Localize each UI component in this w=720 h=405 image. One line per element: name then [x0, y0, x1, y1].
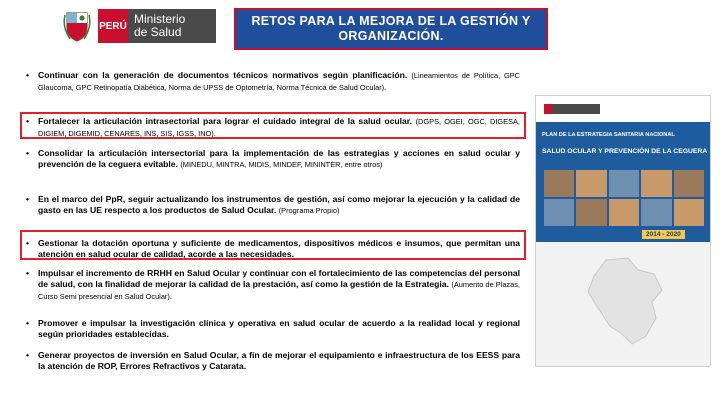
ministerio-logo: [62, 6, 218, 46]
bullet-main: Impulsar el incremento de RRHH en Salud Ocular y continuar con el fortalecimiento de las competencias del personal de salud, con la finalidad de mejorar la calidad de la prestación, así como la gestión de la Estrategia.: [38, 268, 520, 289]
bullet-symbol: •: [26, 148, 30, 158]
bullet-main: Generar proyectos de inversión en Salud Ocular, a fin de mejorar el equipamiento e infraestructura de los EESS para la atención de ROP, Errores Refractivos y Catarata.: [38, 350, 520, 371]
bullet-main: Continuar con la generación de documentos técnicos normativos según planificación.: [38, 70, 408, 80]
peru-map-icon: [576, 256, 672, 348]
bullet-main: Gestionar la dotación oportuna y suficiente de medicamentos, dispositivos médicos e insumos, que permitan una atención en salud ocular de calidad, acorde a las necesidades.: [38, 238, 520, 259]
bullet-detail: (DGPS, OGEI, OGC, DIGESA, DIGIEM, DIGEMID, CENARES, INS, SIS, IGSS, INO).: [38, 117, 520, 138]
list-item: [26, 70, 520, 94]
bullet-detail: (Aumento de Plazas, Curso Semi presencial en Salud Ocular).: [38, 279, 520, 301]
bullet-detail: (Lineamientos de Política, GPC Glaucoma, GPC Retinopatía Diabética, Norma de UPSS de Optometría, Norma Técnica de Salud Ocular).: [38, 71, 521, 92]
bullet-symbol: •: [26, 318, 30, 328]
list-item: [26, 268, 520, 302]
list-item: [26, 318, 520, 340]
cover-photo-collage: [544, 170, 704, 226]
coat-of-arms-icon: [62, 9, 92, 43]
cover-plan-title: PLAN DE LA ESTRATEGIA SANITARIA NACIONAL: [542, 132, 675, 138]
slide-title: RETOS PARA LA MEJORA DE LA GESTIÓN Y ORGANIZACIÓN.: [234, 8, 548, 50]
list-item: [26, 148, 520, 171]
bullet-detail: (Programa Propio): [278, 205, 340, 215]
bullet-main: Consolidar la articulación intersectorial para la implementación de las estrategias y acciones en salud ocular y prevención de la ceguera evitable.: [38, 148, 520, 169]
highlight-box-articulacion: [20, 112, 526, 139]
bullet-detail: (MINEDU, MINTRA, MIDIS, MINDEF, MININTER, entre otros): [180, 159, 383, 169]
cover-years: 2014 - 2020: [642, 230, 685, 239]
cover-ministerio-logo: [552, 104, 600, 114]
bullet-main: Promover e impulsar la investigación clínica y operativa en salud ocular de acuerdo a la realidad local y regional según prioridades establecidas.: [38, 318, 520, 339]
bullet-symbol: •: [26, 238, 30, 248]
ministerio-line2: de Salud: [134, 25, 182, 39]
ministerio-line1: Ministerio: [134, 12, 186, 26]
list-item: [26, 194, 520, 217]
bullet-symbol: •: [26, 70, 30, 80]
cover-subtitle: SALUD OCULAR Y PREVENCIÓN DE LA CEGUERA: [542, 148, 708, 155]
highlight-box-medicamentos: [20, 230, 526, 260]
bullet-main: Fortalecer la articulación intrasectorial para lograr el cuidado integral de la salud ocular.: [38, 116, 413, 126]
ministerio-label: [128, 9, 216, 43]
plan-cover-image: [535, 95, 711, 367]
bullet-symbol: •: [26, 350, 30, 360]
bullet-symbol: •: [26, 268, 30, 278]
list-item: [26, 350, 520, 372]
bullet-main: En el marco del PpR, seguir actualizando los instrumentos de gestión, así como mejorar la ejecución y la calidad de gasto en las UE respecto a los productos de Salud Ocular.: [38, 194, 520, 215]
bullet-symbol: •: [26, 194, 30, 204]
peru-label: PERÚ: [98, 9, 128, 43]
bullet-symbol: •: [26, 116, 30, 126]
